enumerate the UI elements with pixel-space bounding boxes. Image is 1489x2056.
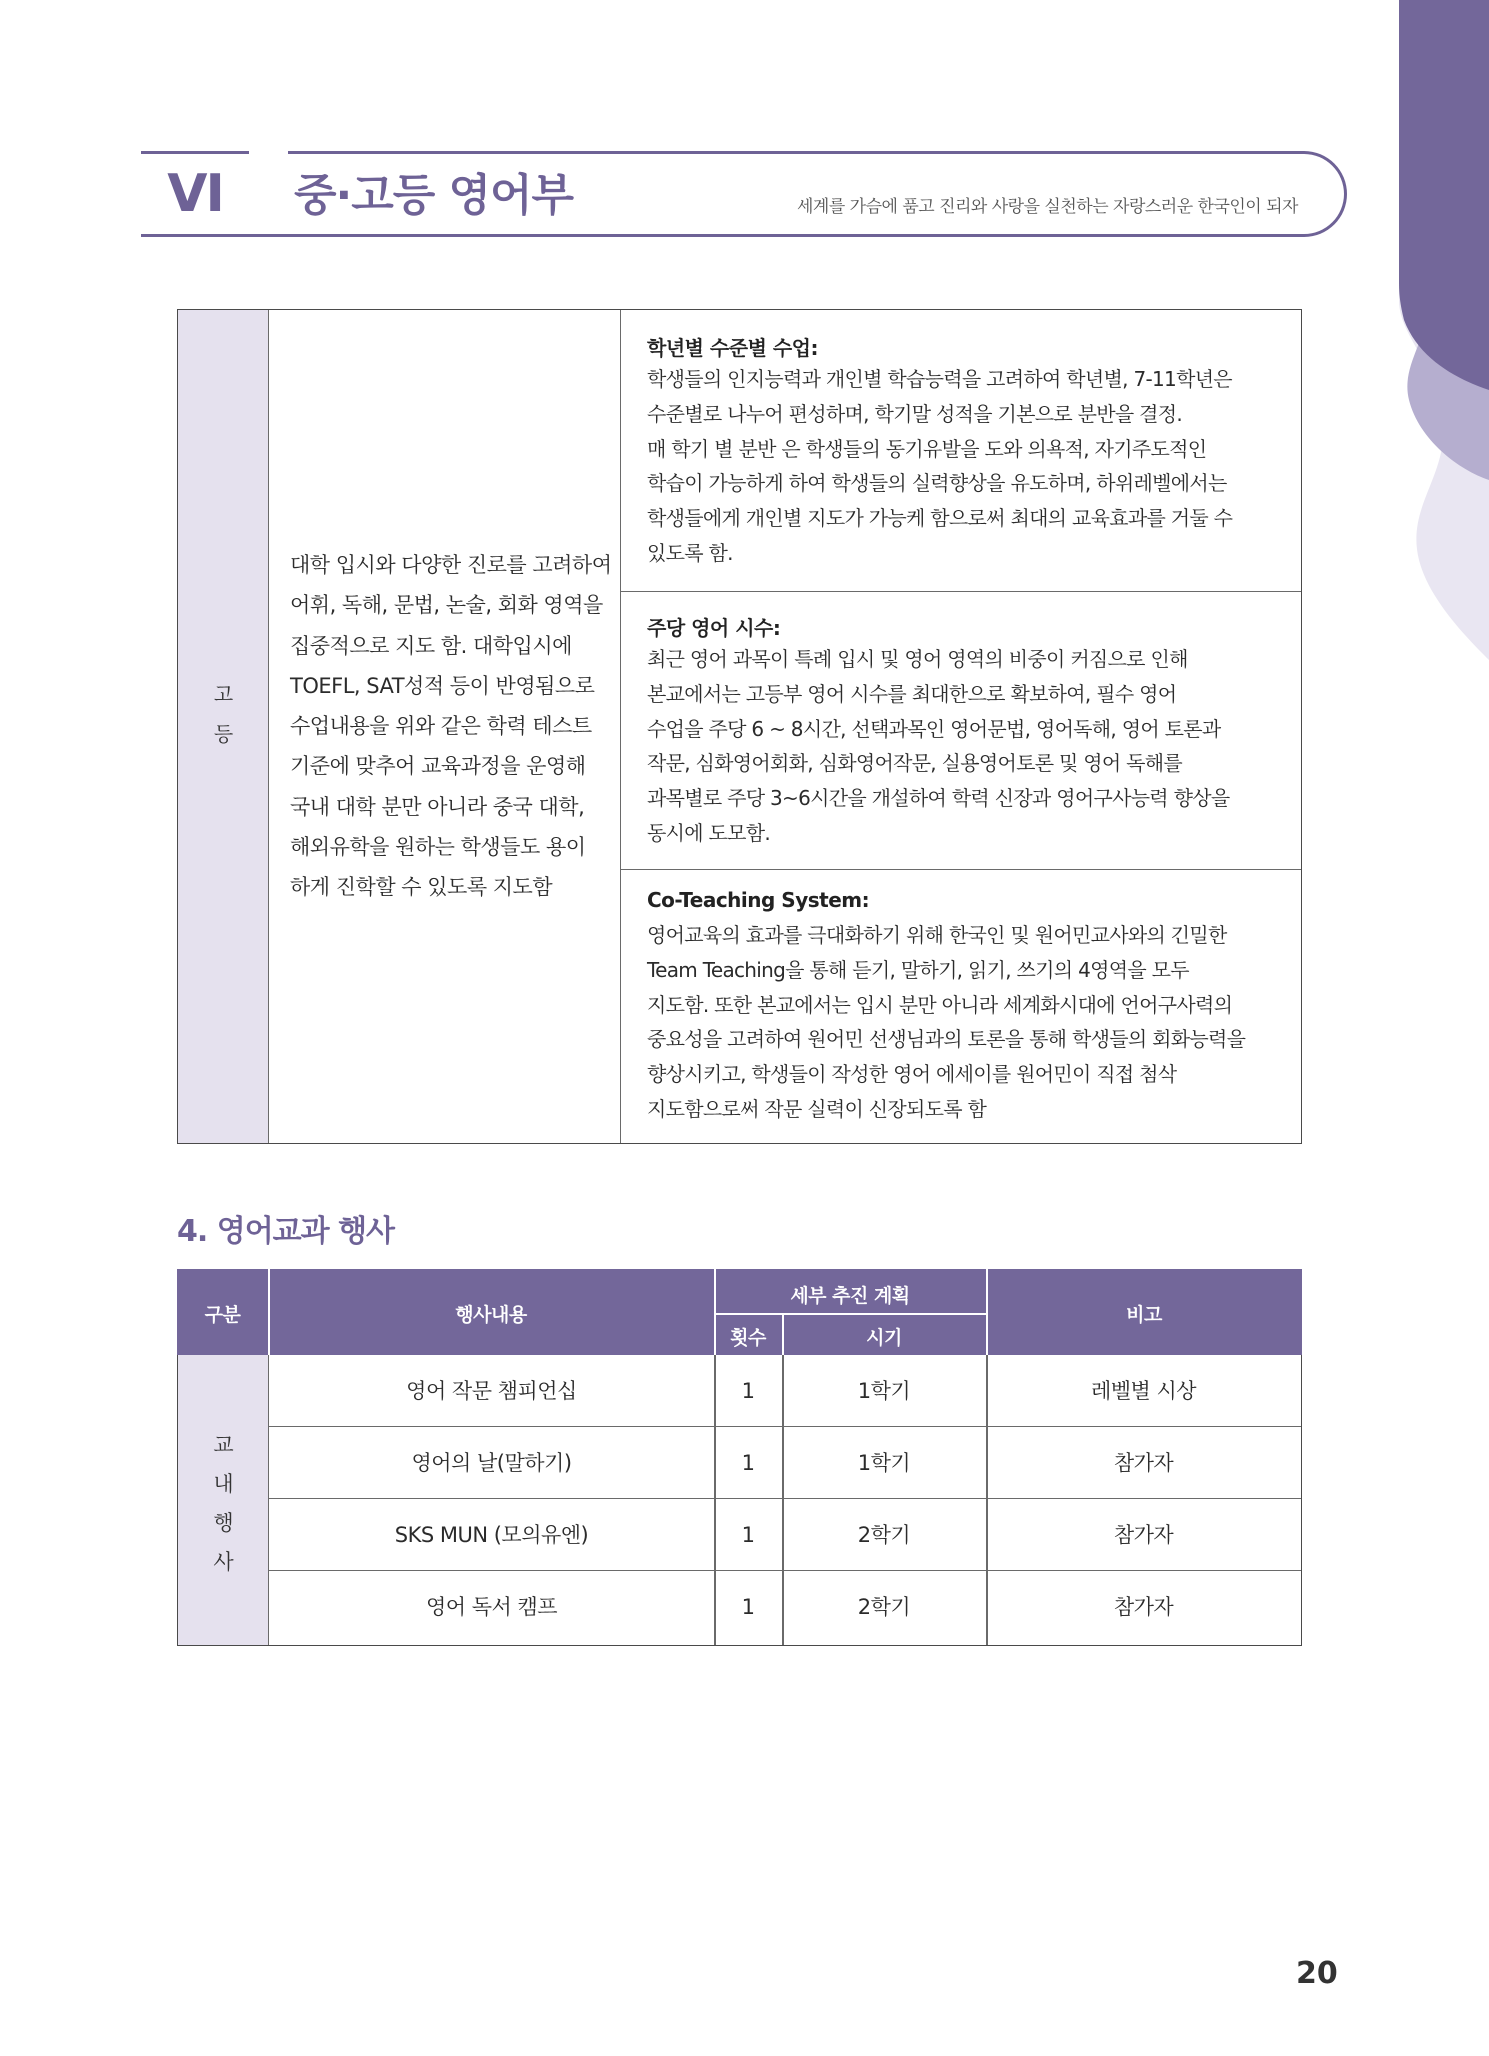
detail-body — [647, 918, 1297, 1127]
program-details-cell — [621, 310, 1301, 1143]
event-note: 참가자 — [1113, 1595, 1174, 1619]
event-period: 2학기 — [857, 1523, 911, 1547]
event-period: 1학기 — [857, 1451, 911, 1475]
section-heading-events: 4. 영어교과 행사 — [177, 1214, 395, 1249]
school-slogan: 세계를 가슴에 품고 진리와 사랑을 실천하는 자랑스러운 한국인이 되자 — [797, 197, 1298, 217]
event-period: 2학기 — [857, 1595, 911, 1619]
table-row — [269, 1355, 1301, 1427]
detail-line: Team Teaching을 통해 듣기, 말하기, 읽기, 쓰기의 4영역을 모두 — [647, 957, 1189, 982]
detail-section-weekly-hours — [621, 592, 1301, 870]
header-rule-bottom — [141, 234, 291, 237]
category-char: 내 — [213, 1472, 234, 1496]
category-char: 교 — [213, 1433, 234, 1457]
event-content: 영어 독서 캠프 — [425, 1595, 558, 1619]
header-content: 행사내용 — [455, 1304, 527, 1326]
program-category-cell — [178, 310, 269, 1143]
detail-body — [647, 642, 1297, 851]
event-count: 1 — [741, 1451, 755, 1475]
detail-line: 지도함. 또한 본교에서는 입시 분만 아니라 세계화시대에 언어구사력의 — [647, 992, 1233, 1017]
detail-line: 수업을 주당 6 ~ 8시간, 선택과목인 영어문법, 영어독해, 영어 토론과 — [647, 716, 1221, 741]
header-plan: 세부 추진 계획 — [790, 1285, 910, 1307]
category-char: 행 — [213, 1511, 234, 1535]
detail-line: 학습이 가능하게 하여 학생들의 실력향상을 유도하며, 하위레벨에서는 — [647, 471, 1227, 496]
detail-line: 최근 영어 과목이 특례 입시 및 영어 영역의 비중이 커짐으로 인해 — [647, 647, 1188, 671]
detail-line: 학생들의 인지능력과 개인별 학습능력을 고려하여 학년별, 7-11학년은 — [647, 367, 1232, 391]
header-count: 횟수 — [730, 1327, 766, 1349]
event-note: 레벨별 시상 — [1090, 1379, 1197, 1403]
event-note: 참가자 — [1113, 1523, 1174, 1547]
detail-line: 중요성을 고려하여 원어민 선생님과의 토론을 통해 학생들의 회화능력을 — [647, 1027, 1246, 1052]
summary-line: 해외유학을 원하는 학생들도 용이 — [290, 835, 586, 860]
event-count: 1 — [741, 1523, 755, 1547]
event-count: 1 — [741, 1379, 755, 1403]
events-table-body — [177, 1355, 1302, 1646]
summary-line: 기준에 맞추어 교육과정을 운영해 — [290, 754, 586, 779]
summary-line: 어휘, 독해, 문법, 논술, 회화 영역을 — [290, 593, 603, 618]
header-category: 구분 — [204, 1304, 241, 1326]
side-wave-decoration — [1399, 0, 1489, 680]
summary-line: TOEFL, SAT성적 등이 반영됨으로 — [290, 673, 595, 698]
header-divider — [714, 1313, 986, 1315]
detail-line: 수준별로 나누어 편성하며, 학기말 성적을 기본으로 분반을 결정. — [647, 401, 1183, 426]
event-count: 1 — [741, 1595, 755, 1619]
detail-line: 작문, 심화영어회화, 심화영어작문, 실용영어토론 및 영어 독해를 — [647, 751, 1183, 776]
detail-heading: 학년별 수준별 수업: — [647, 336, 818, 360]
program-summary-text — [290, 545, 620, 908]
category-char: 사 — [213, 1550, 234, 1574]
table-row — [269, 1427, 1301, 1499]
detail-body — [647, 362, 1297, 571]
event-content: 영어의 날(말하기) — [411, 1451, 572, 1475]
detail-line: 있도록 함. — [647, 540, 733, 565]
event-content: 영어 작문 챔피언십 — [406, 1379, 577, 1403]
chapter-number: VI — [167, 164, 223, 224]
header-rule-top — [141, 151, 249, 154]
detail-heading: Co-Teaching System: — [647, 888, 870, 912]
detail-section-level-classes — [621, 310, 1301, 592]
page-number: 20 — [1296, 1956, 1338, 1991]
summary-line: 하게 진학할 수 있도록 지도함 — [290, 875, 553, 900]
events-category-cell — [178, 1355, 269, 1645]
event-period: 1학기 — [857, 1379, 911, 1403]
program-table — [177, 309, 1302, 1144]
events-table — [177, 1269, 1302, 1646]
table-row — [269, 1571, 1301, 1643]
program-summary-cell — [269, 310, 621, 1143]
summary-line: 국내 대학 분만 아니라 중국 대학, — [290, 794, 585, 819]
summary-line: 수업내용을 위와 같은 학력 테스트 — [290, 714, 592, 739]
event-note: 참가자 — [1113, 1451, 1174, 1475]
detail-line: 영어교육의 효과를 극대화하기 위해 한국인 및 원어민교사와의 긴밀한 — [647, 923, 1227, 947]
table-row — [269, 1499, 1301, 1571]
chapter-title: 중·고등 영어부 — [294, 170, 574, 221]
detail-line: 지도함으로써 작문 실력이 신장되도록 함 — [647, 1096, 987, 1121]
header-period: 시기 — [866, 1327, 902, 1349]
detail-heading: 주당 영어 시수: — [647, 616, 781, 640]
summary-line: 대학 입시와 다양한 진로를 고려하여 — [290, 553, 612, 577]
category-char: 고 — [213, 682, 234, 706]
summary-line: 집중적으로 지도 함. 대학입시에 — [290, 633, 572, 658]
detail-line: 향상시키고, 학생들이 작성한 영어 에세이를 원어민이 직접 첨삭 — [647, 1062, 1177, 1087]
detail-line: 매 학기 별 분반 은 학생들의 동기유발을 도와 의욕적, 자기주도적인 — [647, 436, 1207, 461]
detail-section-co-teaching — [621, 870, 1301, 1143]
event-content: SKS MUN (모의유엔) — [394, 1523, 589, 1547]
header-note: 비고 — [1126, 1304, 1162, 1326]
detail-line: 동시에 도모함. — [647, 820, 771, 845]
category-char: 등 — [213, 722, 234, 746]
detail-line: 본교에서는 고등부 영어 시수를 최대한으로 확보하여, 필수 영어 — [647, 681, 1177, 706]
detail-line: 과목별로 주당 3~6시간을 개설하여 학력 신장과 영어구사능력 향상을 — [647, 786, 1230, 811]
detail-line: 학생들에게 개인별 지도가 가능케 함으로써 최대의 교육효과를 거둘 수 — [647, 506, 1233, 531]
